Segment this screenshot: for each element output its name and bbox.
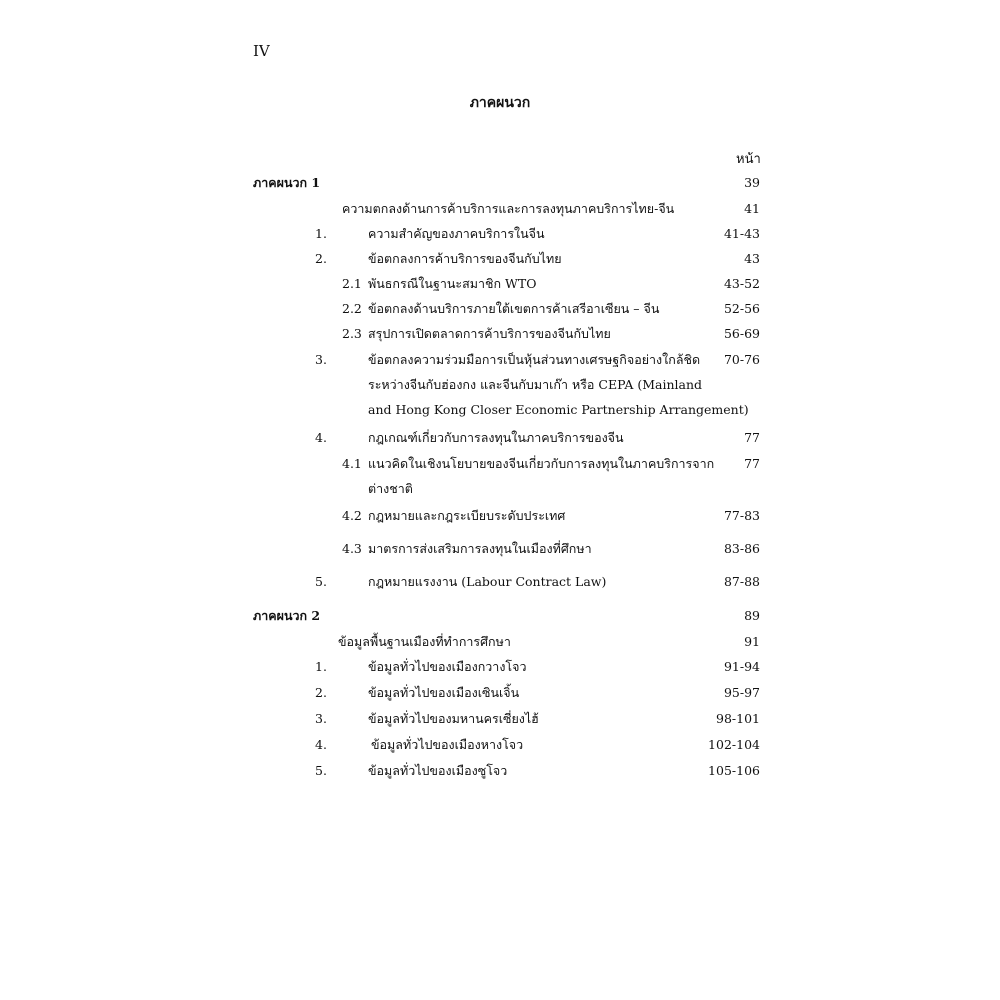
toc-page: 105-106 bbox=[708, 763, 760, 778]
toc-row bbox=[0, 273, 1000, 295]
toc-page: 102-104 bbox=[708, 737, 760, 752]
toc-text: ข้อมูลทั่วไปของมหานครเซี่ยงไฮ้ bbox=[368, 711, 539, 726]
toc-text: ความสำคัญของภาคบริการในจีน bbox=[368, 226, 545, 241]
toc-text: ข้อตกลงด้านบริการภายใต้เขตการค้าเสรีอาเซียน – จีน bbox=[368, 301, 660, 316]
toc-text-continued: and Hong Kong Closer Economic Partnership Arrangement) bbox=[368, 402, 749, 417]
toc-page: 77-83 bbox=[723, 508, 760, 523]
toc-number: 1. bbox=[315, 226, 327, 241]
toc-page: 41-43 bbox=[723, 226, 760, 241]
toc-row-appendix2 bbox=[0, 605, 1000, 627]
toc-number: 4.2 bbox=[342, 508, 362, 523]
toc-text: สรุปการเปิดตลาดการค้าบริการของจีนกับไทย bbox=[368, 326, 611, 341]
toc-row bbox=[0, 708, 1000, 730]
toc-number: 2. bbox=[315, 251, 327, 266]
toc-text-continued: ต่างชาติ bbox=[368, 481, 413, 496]
toc-row-intro bbox=[0, 631, 1000, 653]
toc-row bbox=[0, 427, 1000, 449]
toc-text: ข้อมูลทั่วไปของเมืองซูโจว bbox=[368, 763, 508, 778]
toc-text: พันธกรณีในฐานะสมาชิก WTO bbox=[368, 276, 537, 291]
toc-row bbox=[0, 656, 1000, 678]
toc-page: 77 bbox=[744, 456, 760, 471]
toc-number: 2.2 bbox=[342, 301, 362, 316]
toc-number: 2.3 bbox=[342, 326, 362, 341]
toc-page: 56-69 bbox=[723, 326, 760, 341]
toc-heading: ภาคผนวก 2 bbox=[253, 608, 321, 623]
toc-row bbox=[0, 538, 1000, 560]
toc-row bbox=[0, 760, 1000, 782]
toc-text: ข้อมูลพื้นฐานเมืองที่ทำการศึกษา bbox=[338, 634, 511, 649]
toc-row bbox=[0, 682, 1000, 704]
toc-text: ข้อมูลทั่วไปของเมืองหางโจว bbox=[371, 737, 524, 752]
toc-row-intro bbox=[0, 198, 1000, 220]
toc-page: 95-97 bbox=[723, 685, 760, 700]
toc-number: 4. bbox=[315, 737, 327, 752]
toc-number: 4.1 bbox=[342, 456, 362, 471]
toc-row bbox=[0, 734, 1000, 756]
toc-text: กฎหมายแรงงาน (Labour Contract Law) bbox=[368, 574, 607, 589]
toc-page: 70-76 bbox=[723, 352, 760, 367]
toc-row bbox=[0, 571, 1000, 593]
page-title: ภาคผนวก bbox=[469, 95, 531, 111]
toc-text: ข้อตกลงการค้าบริการของจีนกับไทย bbox=[368, 251, 562, 266]
toc-page: 91-94 bbox=[723, 659, 760, 674]
toc-page: 52-56 bbox=[723, 301, 760, 316]
toc-number: 4. bbox=[315, 430, 327, 445]
toc-row bbox=[0, 248, 1000, 270]
toc-row-appendix1 bbox=[0, 172, 1000, 194]
toc-page: 39 bbox=[744, 175, 760, 190]
toc-row bbox=[0, 349, 1000, 371]
toc-row bbox=[0, 453, 1000, 475]
toc-page: 83-86 bbox=[723, 541, 760, 556]
toc-page: 98-101 bbox=[716, 711, 760, 726]
toc-text: ข้อมูลทั่วไปของเมืองเซินเจิ้น bbox=[368, 685, 520, 700]
page-column-heading: หน้า bbox=[736, 152, 761, 167]
toc-page: 91 bbox=[744, 634, 760, 649]
page-number: IV bbox=[253, 42, 270, 60]
toc-text-continued: ระหว่างจีนกับฮ่องกง และจีนกับมาเก๊า หรือ CEPA (Mainland bbox=[368, 377, 703, 392]
toc-text: ข้อมูลทั่วไปของเมืองกวางโจว bbox=[368, 659, 527, 674]
toc-number: 3. bbox=[315, 711, 327, 726]
toc-heading: ภาคผนวก 1 bbox=[253, 175, 321, 190]
toc-row bbox=[0, 505, 1000, 527]
toc-page: 41 bbox=[744, 201, 760, 216]
toc-number: 3. bbox=[315, 352, 327, 367]
toc-text: กฎหมายและกฎระเบียบระดับประเทศ bbox=[368, 508, 566, 523]
toc-number: 2. bbox=[315, 685, 327, 700]
toc-row bbox=[0, 223, 1000, 245]
toc-text: แนวคิดในเชิงนโยบายของจีนเกี่ยวกับการลงทุนในภาคบริการจาก bbox=[368, 456, 715, 471]
toc-page: 43-52 bbox=[723, 276, 760, 291]
toc-number: 4.3 bbox=[342, 541, 362, 556]
toc-number: 1. bbox=[315, 659, 327, 674]
toc-row bbox=[0, 298, 1000, 320]
toc-page: 43 bbox=[744, 251, 760, 266]
toc-page: 89 bbox=[744, 608, 760, 623]
toc-number: 5. bbox=[315, 763, 327, 778]
toc-page: 87-88 bbox=[723, 574, 760, 589]
toc-text: มาตรการส่งเสริมการลงทุนในเมืองที่ศึกษา bbox=[368, 541, 592, 556]
toc-row bbox=[0, 323, 1000, 345]
toc-number: 2.1 bbox=[342, 276, 362, 291]
toc-text: กฎเกณฑ์เกี่ยวกับการลงทุนในภาคบริการของจีน bbox=[368, 430, 624, 445]
toc-text: ความตกลงด้านการค้าบริการและการลงทุนภาคบริการไทย-จีน bbox=[342, 201, 675, 216]
toc-number: 5. bbox=[315, 574, 327, 589]
toc-page: 77 bbox=[744, 430, 760, 445]
toc-text: ข้อตกลงความร่วมมือการเป็นหุ้นส่วนทางเศรษฐกิจอย่างใกล้ชิด bbox=[368, 352, 701, 367]
